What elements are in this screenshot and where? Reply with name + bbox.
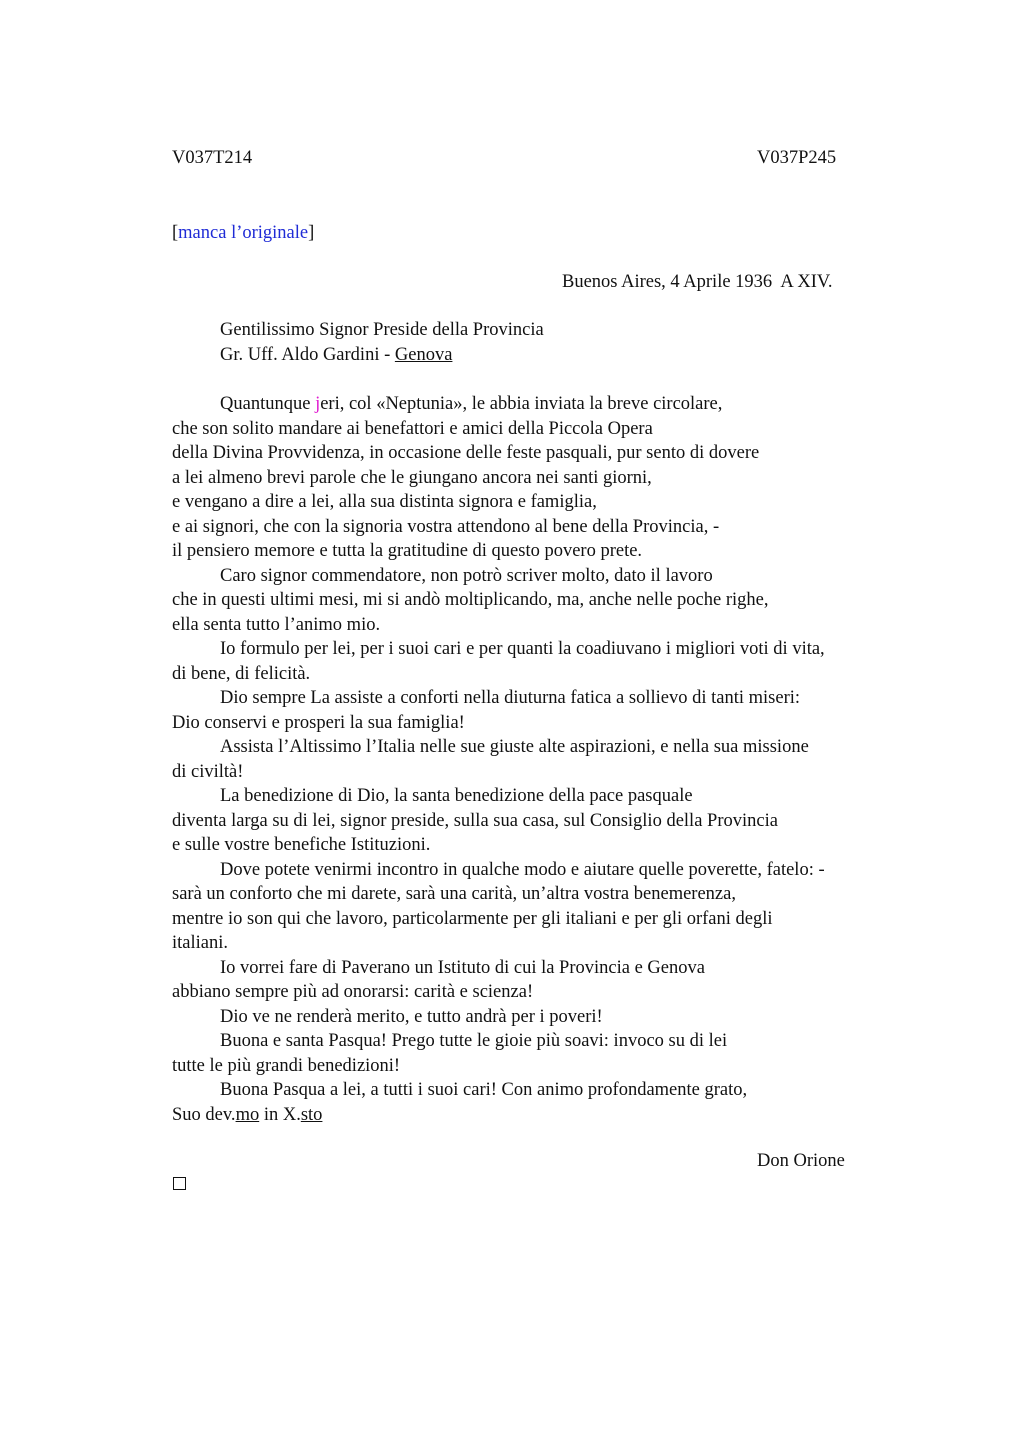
addressee-name: Gr. Uff. Aldo Gardini - (220, 344, 395, 365)
addressee-block (220, 318, 544, 367)
end-box-icon (173, 1177, 186, 1190)
body-line: abbiano sempre più ad onorarsi: carità e scienza! (172, 982, 534, 1002)
body-line: e ai signori, che con la signoria vostra attendono al bene della Provincia, - (172, 516, 720, 537)
body-line: italiani. (172, 933, 228, 953)
closing-fragment: in X. (259, 1104, 301, 1125)
note-bracket-open: [ (172, 223, 179, 243)
letter-body (172, 392, 912, 1127)
addressee-line-1: Gentilissimo Signor Preside della Provincia (220, 320, 544, 340)
body-line: e sulle vostre benefiche Istituzioni. (172, 835, 431, 855)
body-line: che son solito mandare ai benefattori e amici della Piccola Opera (172, 418, 653, 439)
body-text-fragment: Quantunque (220, 394, 316, 414)
body-line: a lei almeno brevi parole che le giungano ancora nei santi giorni, (172, 467, 652, 488)
closing-line (172, 1103, 912, 1128)
body-line: Assista l’Altissimo l’Italia nelle sue giuste alte aspirazioni, e nella sua missione (220, 737, 809, 757)
body-line: Dio sempre La assiste a conforti nella diuturna fatica a sollievo di tanti miseri: (220, 688, 801, 708)
body-line: tutte le più grandi benedizioni! (172, 1055, 401, 1076)
body-line: e vengano a dire a lei, alla sua distinta signora e famiglia, (172, 492, 597, 512)
document-code-left: V037T214 (172, 148, 253, 168)
note-text: manca l’originale (178, 223, 309, 243)
body-line: della Divina Provvidenza, in occasione delle feste pasquali, pur sento di dovere (172, 443, 760, 463)
body-line: Dio conservi e prosperi la sua famiglia! (172, 712, 465, 733)
closing-fragment: Suo dev. (172, 1104, 236, 1125)
body-line: di bene, di felicità. (172, 663, 311, 684)
body-text-fragment: eri, col «Neptunia», le abbia inviata la breve circolare, (320, 394, 723, 414)
body-line: Buona e santa Pasqua! Prego tutte le gioie più soavi: invoco su di lei (220, 1031, 728, 1051)
addressee-city: Genova (394, 344, 453, 365)
body-line: che in questi ultimi mesi, mi si andò moltiplicando, ma, anche nelle poche righe, (172, 590, 769, 610)
body-line: mentre io son qui che lavoro, particolarmente per gli italiani e per gli orfani degli (172, 908, 773, 929)
date-line: Buenos Aires, 4 Aprile 1936 A XIV. (562, 272, 833, 292)
body-line: di civiltà! (172, 761, 244, 782)
body-line: Io formulo per lei, per i suoi cari e per quanti la coadiuvano i migliori voti di vita, (220, 639, 825, 659)
signature: Don Orione (757, 1151, 845, 1171)
closing-underlined: sto (300, 1104, 323, 1125)
body-line: diventa larga su di lei, signor preside, sulla sua casa, sul Consiglio della Provincia (172, 810, 778, 831)
body-line (172, 392, 912, 417)
body-line: ella senta tutto l’animo mio. (172, 614, 381, 635)
body-line: Dio ve ne renderà merito, e tutto andrà per i poveri! (220, 1006, 603, 1027)
body-line: Caro signor commendatore, non potrò scriver molto, dato il lavoro (220, 565, 713, 586)
body-line: sarà un conforto che mi darete, sarà una carità, un’altra vostra benemerenza, (172, 884, 736, 904)
document-code-right: V037P245 (757, 148, 837, 168)
source-note (172, 221, 314, 245)
closing-underlined: mo (235, 1104, 260, 1125)
body-line: Buona Pasqua a lei, a tutti i suoi cari! Con animo profondamente grato, (220, 1080, 748, 1100)
addressee-line-2 (220, 343, 544, 368)
body-line: il pensiero memore e tutta la gratitudine di questo povero prete. (172, 541, 643, 561)
note-bracket-close: ] (308, 223, 315, 243)
highlighted-letter: j (315, 394, 321, 414)
body-line: Io vorrei fare di Paverano un Istituto di cui la Provincia e Genova (220, 957, 705, 978)
body-line: La benedizione di Dio, la santa benedizione della pace pasquale (220, 786, 693, 806)
body-line: Dove potete venirmi incontro in qualche modo e aiutare quelle poverette, fatelo: - (220, 859, 825, 880)
